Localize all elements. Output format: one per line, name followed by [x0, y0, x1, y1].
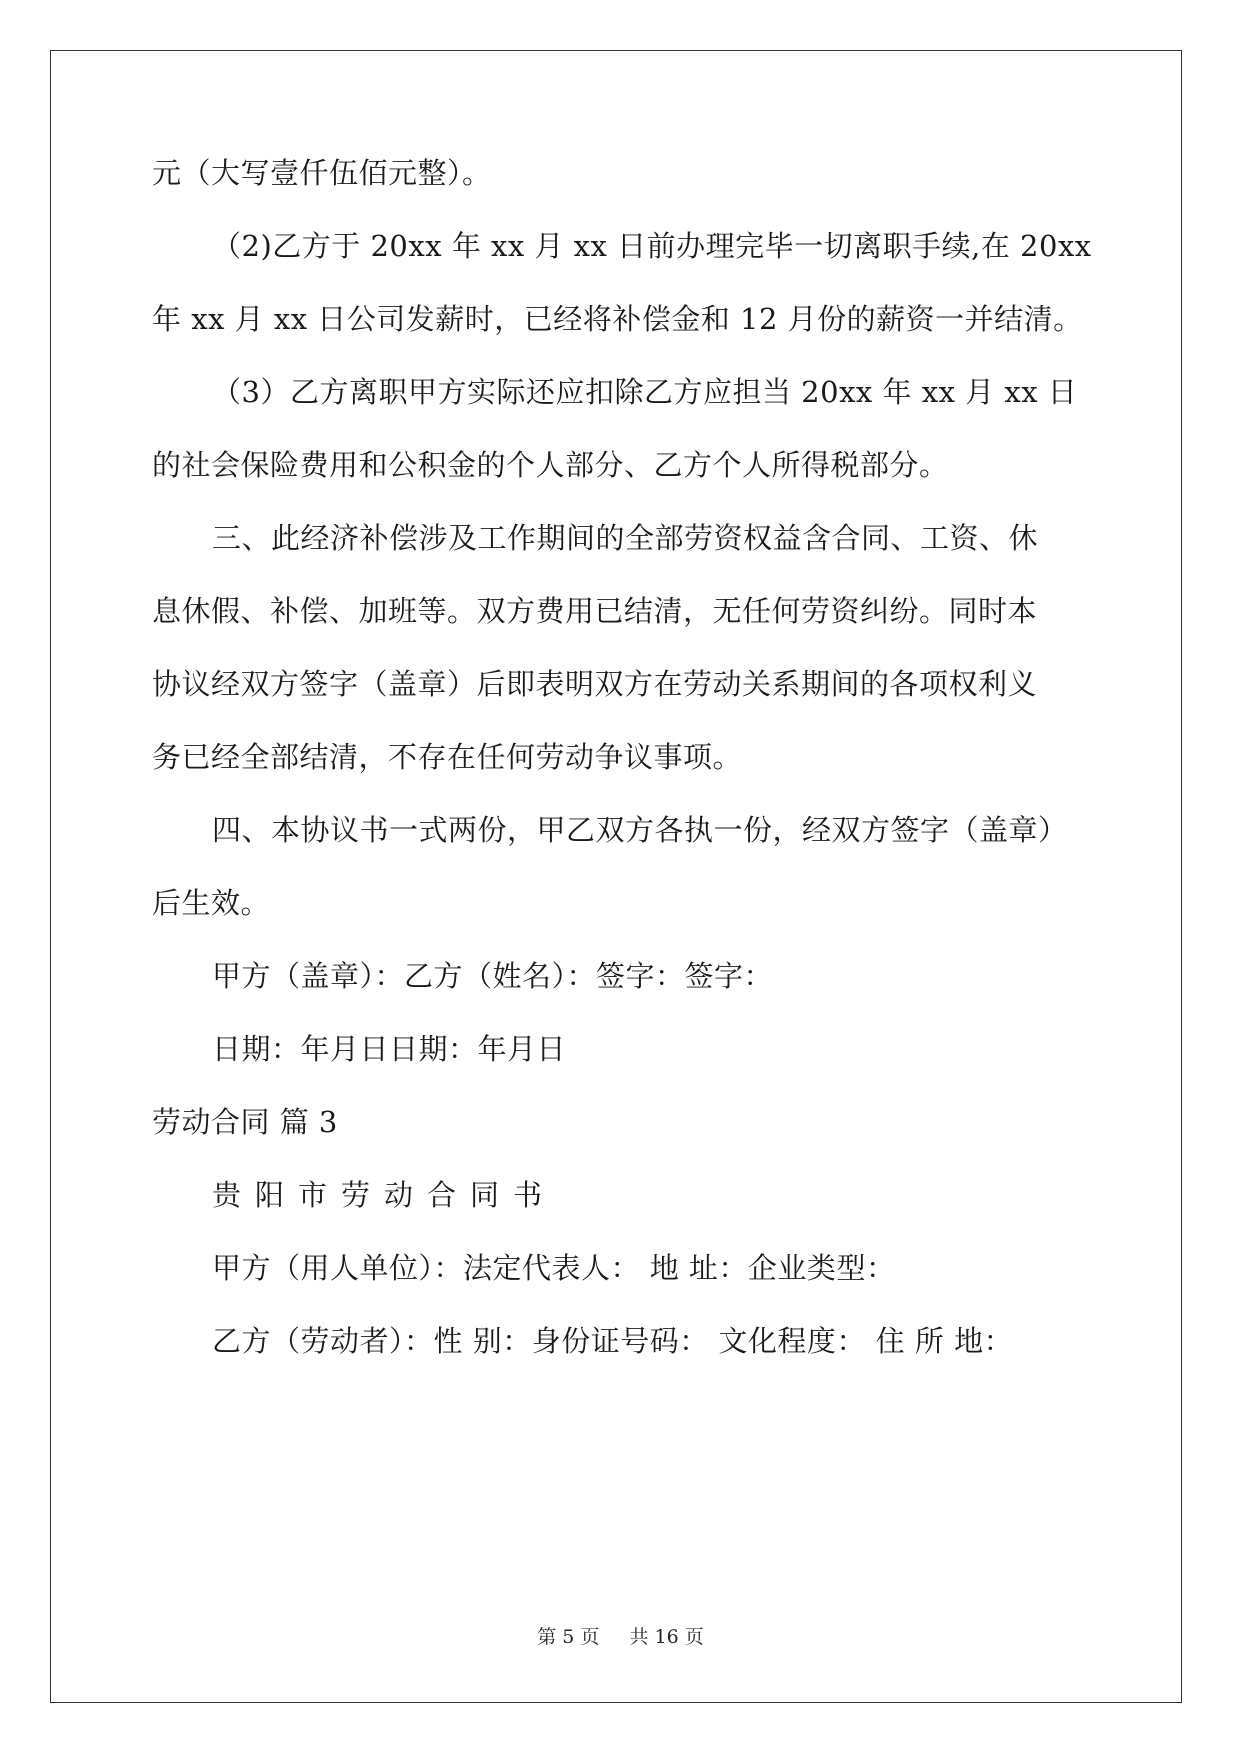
employee-info-line: 乙方（劳动者）：性 别：身份证号码： 文化程度： 住 所 地：: [212, 1324, 1014, 1358]
text-line-11: 后生效。: [152, 886, 271, 920]
text-line-6: 三、此经济补偿涉及工作期间的全部劳资权益含合同、工资、休: [212, 521, 1039, 555]
text-line-9: 务已经全部结清，不存在任何劳动争议事项。: [152, 740, 743, 774]
text-line-10: 四、本协议书一式两份，甲乙双方各执一份，经双方签字（盖章）: [212, 813, 1068, 847]
page-number: 第 5 页: [537, 1626, 600, 1648]
signature-line: 甲方（盖章）：乙方（姓名）：签字：签字：: [212, 959, 774, 993]
text-line-7: 息休假、补偿、加班等。双方费用已结清，无任何劳资纠纷。同时本: [152, 594, 1038, 628]
page-footer: [0, 1622, 1241, 1649]
date-line: 日期：年月日日期：年月日: [212, 1032, 567, 1066]
contract-title: 贵阳市劳动合同书: [212, 1178, 557, 1212]
employer-info-line: 甲方（用人单位）：法定代表人： 地 址：企业类型：: [212, 1251, 896, 1285]
text-line-5: 的社会保险费用和公积金的个人部分、乙方个人所得税部分。: [152, 448, 949, 482]
text-line-1: 元（大写壹仟伍佰元整）。: [152, 156, 492, 190]
page-frame: [50, 50, 1182, 1703]
text-line-2: （2)乙方于 20xx 年 xx 月 xx 日前办理完毕一切离职手续,在 20xx: [212, 229, 1092, 263]
text-line-8: 协议经双方签字（盖章）后即表明双方在劳动关系期间的各项权利义: [152, 667, 1038, 701]
text-line-4: （3）乙方离职甲方实际还应扣除乙方应担当 20xx 年 xx 月 xx 日: [212, 375, 1078, 409]
section-heading: 劳动合同 篇 3: [152, 1105, 338, 1139]
text-line-3: 年 xx 月 xx 日公司发薪时，已经将补偿金和 12 月份的薪资一并结清。: [152, 302, 1083, 336]
page-total: 共 16 页: [629, 1626, 704, 1648]
